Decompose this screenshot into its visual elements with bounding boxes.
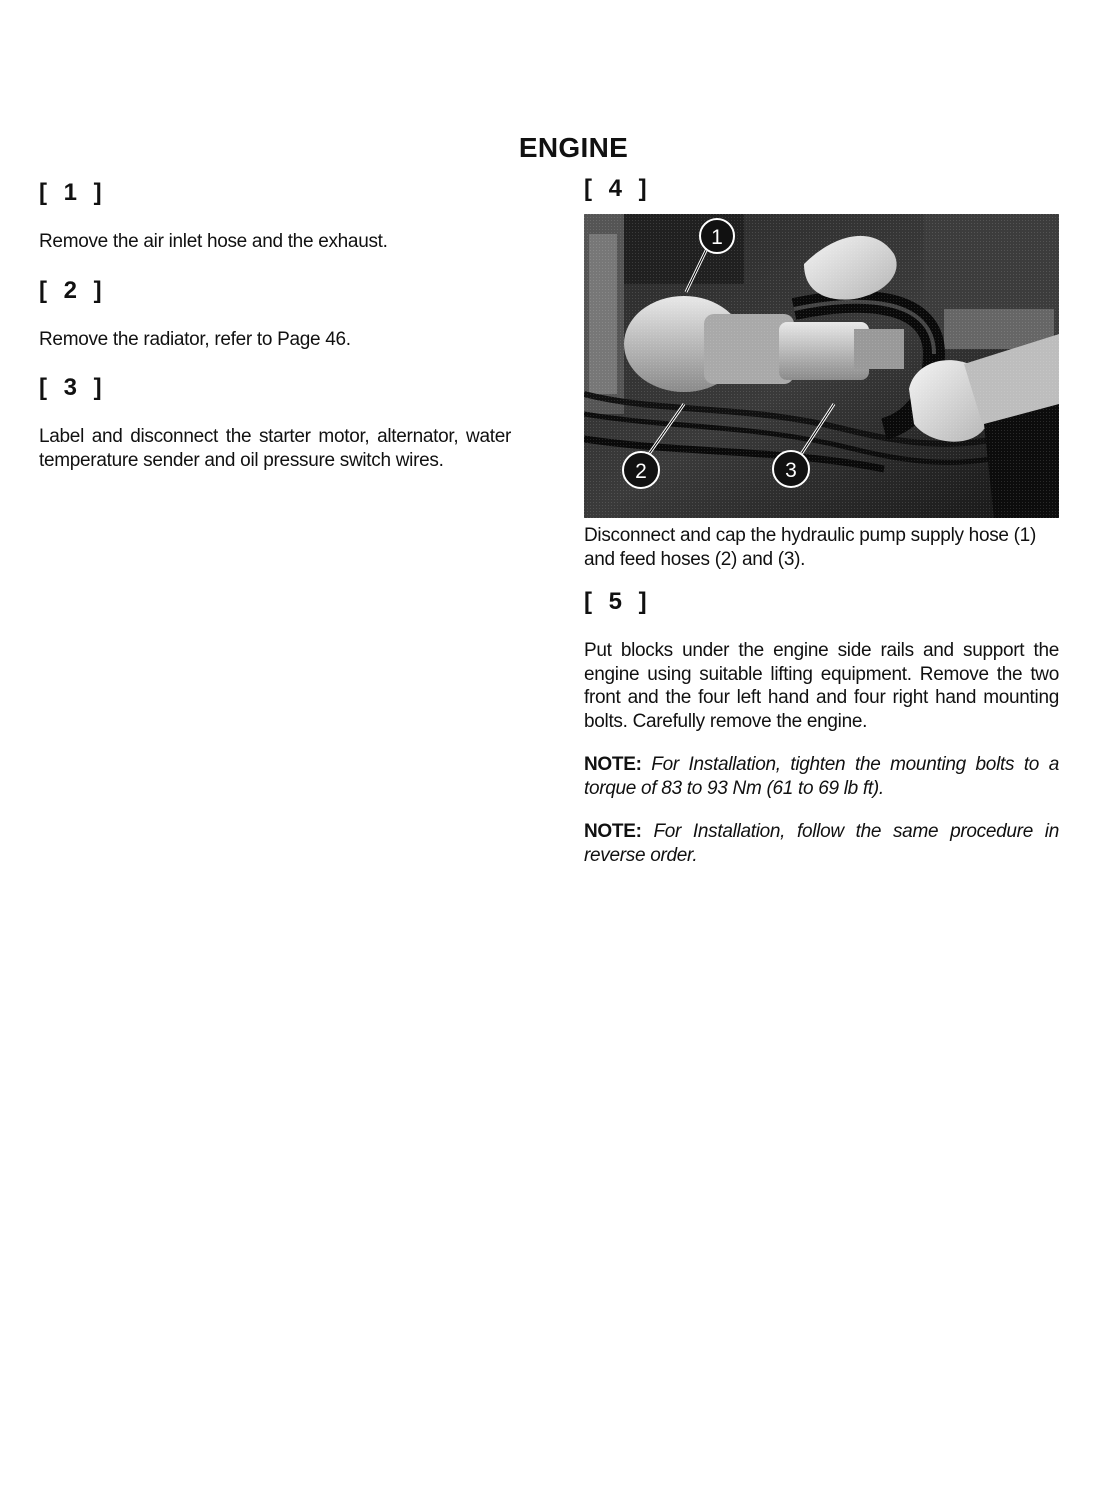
step-5-number: [ 5 ] (584, 588, 652, 615)
engine-photo (584, 214, 1059, 518)
step-1-number: [ 1 ] (39, 179, 107, 206)
step-2-text: Remove the radiator, refer to Page 46. (39, 328, 351, 350)
note-torque-label: NOTE: (584, 754, 642, 775)
step-2-number: [ 2 ] (39, 276, 107, 304)
callout-3-label: 3 (785, 459, 797, 482)
callout-1-label: 1 (711, 226, 723, 249)
note-torque-text: For Installation, tighten the mounting bolts to a torque of 83 to 93 Nm (61 to 69 lb ft). (584, 754, 1059, 799)
callout-2-label: 2 (635, 460, 647, 483)
engine-photo-illustration (584, 214, 1059, 518)
note-installation-label: NOTE: (584, 821, 642, 842)
page-title: ENGINE (518, 132, 629, 163)
step-3-text: Label and disconnect the starter motor, alternator, water temperature sender and oil pressure switch wires. (39, 426, 511, 471)
left-column (39, 176, 511, 492)
note-installation-text: For Installation, follow the same procedure in reverse order. (584, 821, 1059, 866)
step-3-number: [ 3 ] (39, 374, 107, 401)
note-torque (584, 753, 1059, 800)
right-column (584, 172, 1059, 887)
step-4-number: [ 4 ] (584, 175, 652, 202)
step-5-text: Put blocks under the engine side rails and support the engine using suitable lifting equipment. Remove the two front and the four left hand and four right hand mounting bolts. Carefully remove the engine. (584, 640, 1059, 732)
step-1-text: Remove the air inlet hose and the exhaust. (39, 231, 388, 252)
note-installation (584, 820, 1059, 867)
step-4-caption: Disconnect and cap the hydraulic pump supply hose (1) and feed hoses (2) and (3). (584, 525, 1036, 570)
